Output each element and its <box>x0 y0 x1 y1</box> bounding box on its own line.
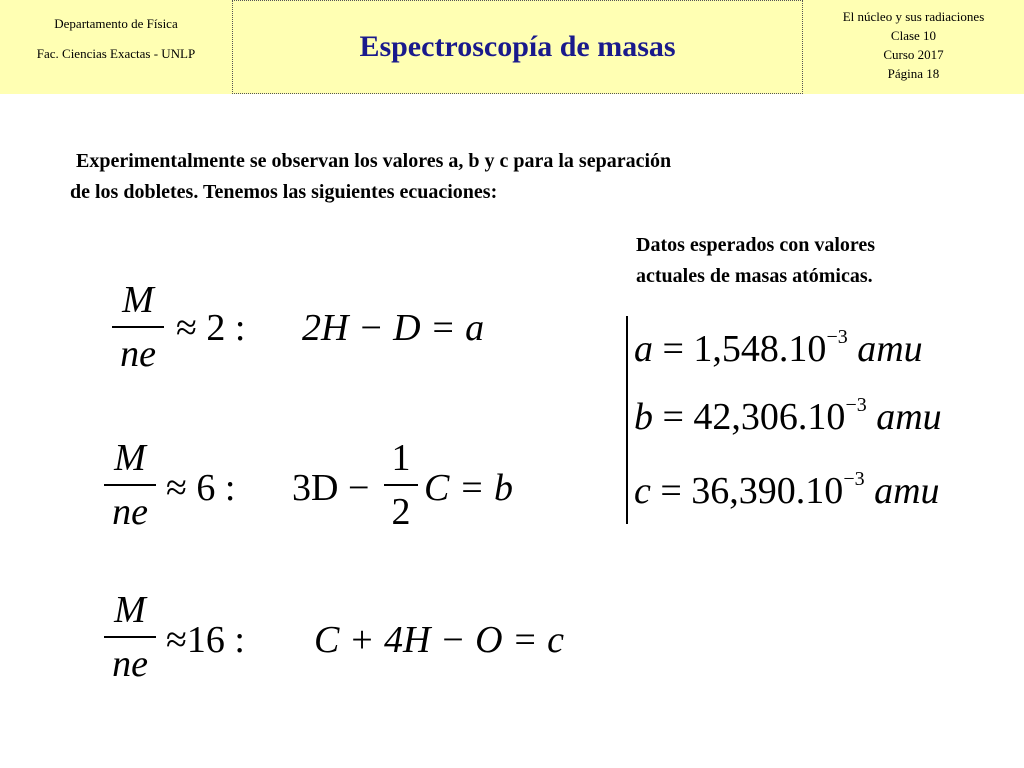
course-year: Curso 2017 <box>883 47 944 62</box>
equation-2-expression-start: 3D − <box>292 467 370 509</box>
value-a: $a = 1,548.10^{-3}$ amu <box>634 326 923 370</box>
one-half-fraction: 1 2 <box>384 436 418 534</box>
mass-charge-fraction: M ne <box>104 588 156 686</box>
faculty-name: Fac. Ciencias Exactas - UNLP <box>36 46 196 61</box>
mass-charge-fraction: M ne <box>112 278 164 376</box>
equation-2-expression-end: C = b <box>424 467 513 509</box>
intro-line-2: de los dobletes. Tenemos las siguientes ecuaciones: <box>70 181 498 203</box>
page-number: Página 18 <box>887 66 940 81</box>
equation-3-expression: C + 4H − O = c <box>314 619 565 661</box>
note-line-1: Datos esperados con valores <box>636 234 876 256</box>
mass-charge-fraction: M ne <box>104 436 156 534</box>
header-course-info <box>803 0 1024 94</box>
intro-paragraph <box>70 146 950 208</box>
note-line-2: actuales de masas atómicas. <box>636 265 873 287</box>
header-department <box>0 0 232 94</box>
department-name: Departamento de Física <box>54 16 178 31</box>
equation-2-approx: ≈ 6 : <box>166 467 236 509</box>
value-b: $b = 42,306.10^{-3}$ amu <box>634 394 942 438</box>
equation-1-approx: ≈ 2 : <box>176 307 246 349</box>
page-title: Espectroscopía de masas <box>359 30 676 63</box>
header-title-box <box>232 0 803 94</box>
equation-1-expression: 2H − D = a <box>302 307 485 349</box>
values-bracket <box>626 316 628 524</box>
course-topic: El núcleo y sus radiaciones <box>842 9 985 24</box>
value-c: $c = 36,390.10^{-3}$ amu <box>634 468 940 512</box>
equation-3-approx: ≈16 : <box>166 619 245 661</box>
expected-data-note <box>636 230 996 292</box>
intro-line-1: Experimentalmente se observan los valores a, b y c para la separación <box>76 150 672 172</box>
class-number: Clase 10 <box>890 28 937 43</box>
